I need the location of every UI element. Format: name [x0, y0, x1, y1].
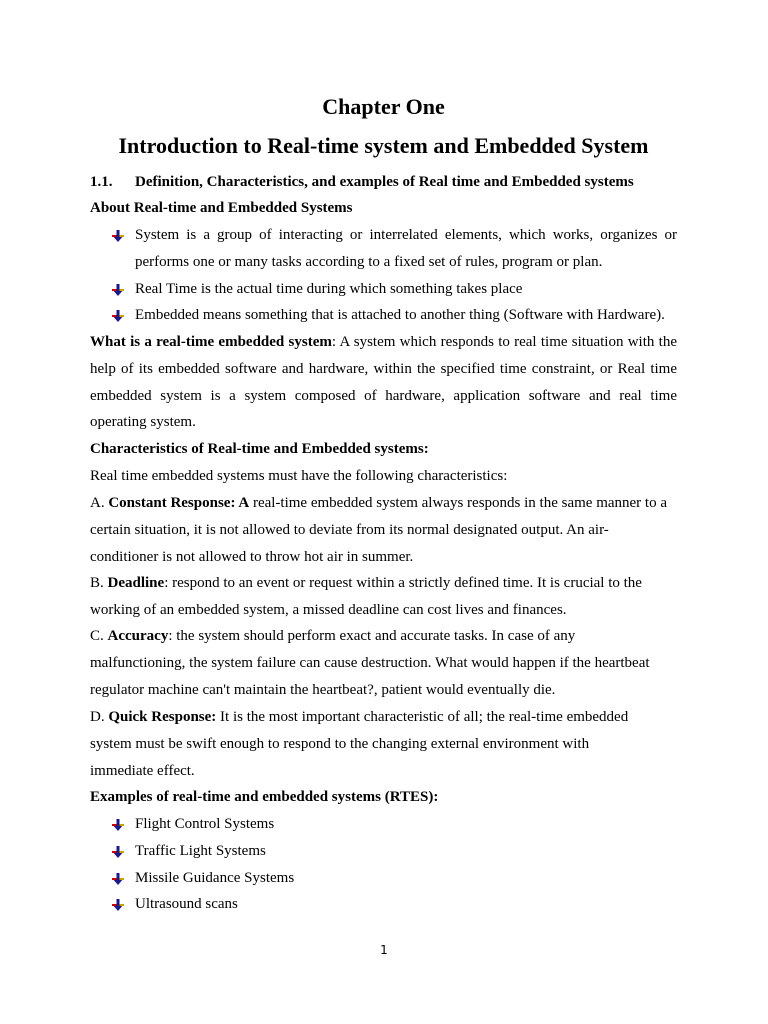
arrow-bullet-icon — [112, 873, 124, 885]
examples-heading: Examples of real-time and embedded systems (RTES): — [90, 789, 439, 805]
list-item: System is a group of interacting or interrelated elements, which works, organizes or performs one or many tasks according to a fixed set of rules, program or plan. — [90, 222, 677, 276]
about-bullet-list — [90, 222, 677, 329]
list-item: Missile Guidance Systems — [90, 865, 677, 892]
section-heading — [90, 172, 634, 192]
section-title: Definition, Characteristics, and examples of Real time and Embedded systems — [135, 174, 634, 190]
arrow-bullet-icon — [112, 284, 124, 296]
arrow-bullet-icon — [112, 230, 124, 242]
main-title: Introduction to Real-time system and Embedded System — [118, 133, 649, 158]
definition-term: What is a real-time embedded system — [90, 334, 332, 350]
characteristics-intro: Real time embedded systems must have the following characteristics: — [90, 468, 508, 484]
list-item: Ultrasound scans — [90, 891, 677, 918]
list-item: Flight Control Systems — [90, 811, 677, 838]
arrow-bullet-icon — [112, 819, 124, 831]
definition-paragraph: What is a real-time embedded system: A system which responds to real time situation with the help of its embedded software and hardware, within the specified time constraint, or Real time embedded system is a system composed of hardware, application software and real time operating system. — [90, 334, 677, 431]
section-number: 1.1. — [90, 174, 113, 190]
characteristic-d: D. Quick Response: It is the most important characteristic of all; the real-time embedded system must be swift enough to respond to the changing external environment with immediate effect. — [90, 709, 629, 779]
list-item: Traffic Light Systems — [90, 838, 677, 865]
characteristic-a: A. Constant Response: A real-time embedded system always responds in the same manner to a certain situation, it is not allowed to deviate from its normal designated output. An air- conditioner is not allowed to throw hot air in summer. — [90, 495, 667, 565]
arrow-bullet-icon — [112, 310, 124, 322]
characteristic-b: B. Deadline: respond to an event or request within a strictly defined time. It is crucial to the working of an embedded system, a missed deadline can cost lives and finances. — [90, 575, 642, 618]
page-number: 1 — [380, 943, 388, 957]
arrow-bullet-icon — [112, 899, 124, 911]
characteristics-heading: Characteristics of Real-time and Embedded systems: — [90, 441, 429, 457]
examples-list — [90, 811, 677, 918]
characteristic-c: C. Accuracy: the system should perform exact and accurate tasks. In case of any malfunctioning, the system failure can cause destruction. What would happen if the heartbeat regulator machine can't maintain the heartbeat?, patient would eventually die. — [90, 628, 650, 698]
list-item: Embedded means something that is attached to another thing (Software with Hardware). — [90, 302, 677, 329]
chapter-title: Chapter One — [322, 94, 445, 119]
arrow-bullet-icon — [112, 846, 124, 858]
list-item: Real Time is the actual time during which something takes place — [90, 276, 677, 303]
about-heading: About Real-time and Embedded Systems — [90, 200, 353, 216]
